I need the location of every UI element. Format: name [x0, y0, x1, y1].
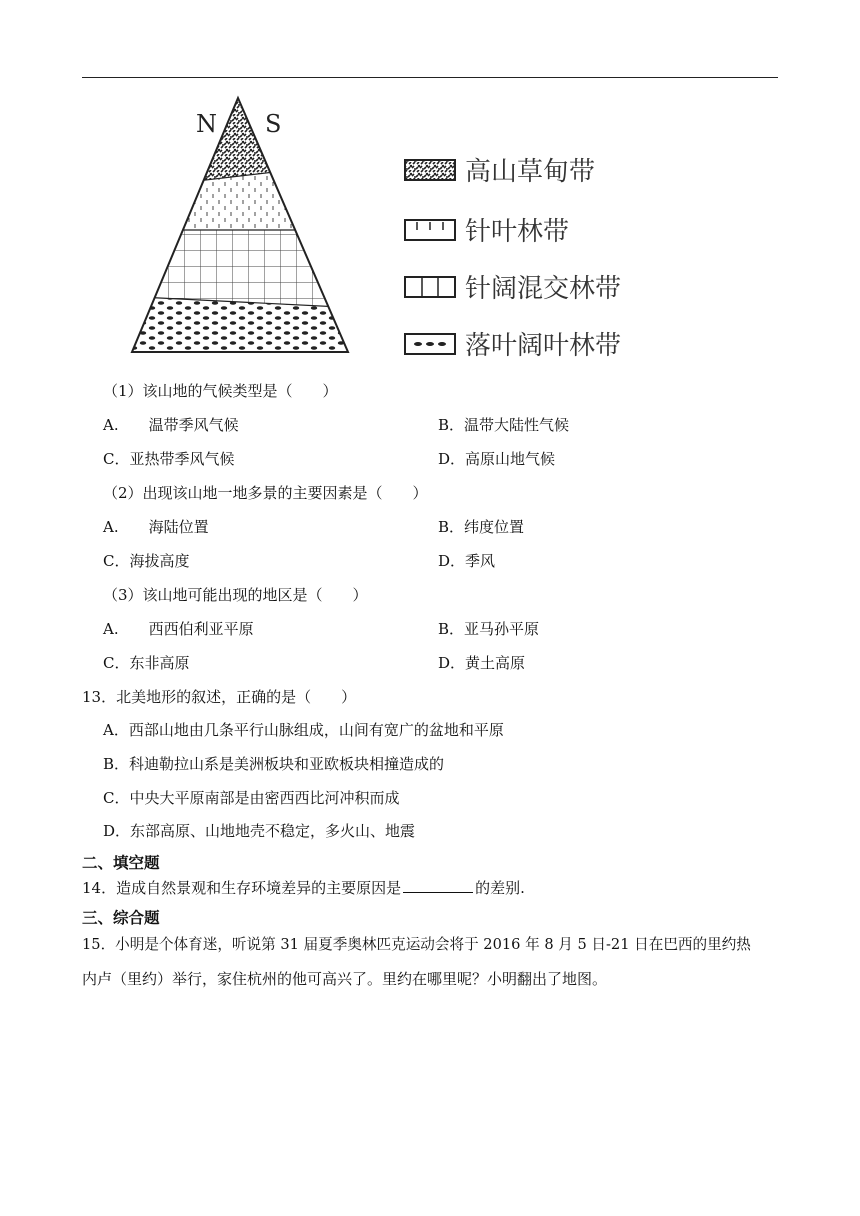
- mixed-forest-swatch: [405, 277, 455, 297]
- legend-label: 高山草甸带: [465, 157, 596, 187]
- q12-sub2-option-c: C．海拔高度: [103, 552, 190, 570]
- legend-item-coniferous: [405, 217, 569, 247]
- mountain-vegetation-figure: [120, 90, 680, 370]
- section-fill-in-heading: 二、填空题: [82, 854, 160, 872]
- legend-label: 落叶阔叶林带: [465, 331, 622, 361]
- q12-sub1-option-b: B．温带大陆性气候: [438, 416, 570, 434]
- q12-sub1-option-a: A. 温带季风气候: [103, 416, 239, 434]
- q14-text-before: 14．造成自然景观和生存环境差异的主要原因是: [82, 879, 402, 897]
- legend-item-alpine-meadow: [405, 157, 595, 187]
- q13-option-a: A．西部山地由几条平行山脉组成，山间有宽广的盆地和平原: [103, 721, 504, 739]
- q12-sub2-option-b: B．纬度位置: [438, 518, 525, 536]
- q14-answer-blank[interactable]: [403, 878, 473, 893]
- q13-stem: 13．北美地形的叙述，正确的是（ ）: [82, 688, 357, 706]
- q12-sub2-option-d: D．季风: [438, 552, 496, 570]
- q12-sub1-stem: （1）该山地的气候类型是（ ）: [103, 382, 338, 400]
- q13-option-c: C．中央大平原南部是由密西西比河冲积而成: [103, 789, 400, 807]
- q12-sub3-option-b: B．亚马孙平原: [438, 620, 540, 638]
- q12-sub3-option-c: C．东非高原: [103, 654, 190, 672]
- q13-option-d: D．东部高原、山地地壳不稳定，多火山、地震: [103, 822, 416, 840]
- legend-label: 针阔混交林带: [465, 274, 622, 304]
- q12-sub1-option-c: C．亚热带季风气候: [103, 450, 235, 468]
- north-label: N: [196, 110, 217, 138]
- legend: [405, 157, 621, 361]
- q12-sub1-option-d: D．高原山地气候: [438, 450, 556, 468]
- q15-line-2: 内卢（里约）举行，家住杭州的他可高兴了。里约在哪里呢？小明翻出了地图。: [82, 970, 608, 988]
- legend-item-deciduous: [405, 331, 621, 361]
- q12-sub2-option-a: A. 海陆位置: [103, 518, 209, 536]
- q12-sub3-option-d: D．黄土高原: [438, 654, 526, 672]
- header-rule: [82, 77, 778, 78]
- q14: [82, 878, 525, 898]
- q12-sub3-option-a: A. 西西伯利亚平原: [103, 620, 254, 638]
- q15-line-1: 15．小明是个体育迷，听说第 31 届夏季奥林匹克运动会将于 2016 年 8 月 5 日-21 日在巴西的里约热: [82, 936, 751, 953]
- q12-sub3-stem: （3）该山地可能出现的地区是（ ）: [103, 586, 368, 604]
- legend-item-mixed: [405, 274, 621, 304]
- q14-text-after: 的差别.: [475, 879, 525, 897]
- q13-option-b: B．科迪勒拉山系是美洲板块和亚欧板块相撞造成的: [103, 755, 445, 773]
- alpine-meadow-swatch: [405, 160, 455, 180]
- south-label: S: [265, 110, 282, 138]
- legend-label: 针叶林带: [465, 217, 570, 247]
- section-comprehensive-heading: 三、综合题: [82, 909, 160, 927]
- q12-sub2-stem: （2）出现该山地一地多景的主要因素是（ ）: [103, 484, 428, 502]
